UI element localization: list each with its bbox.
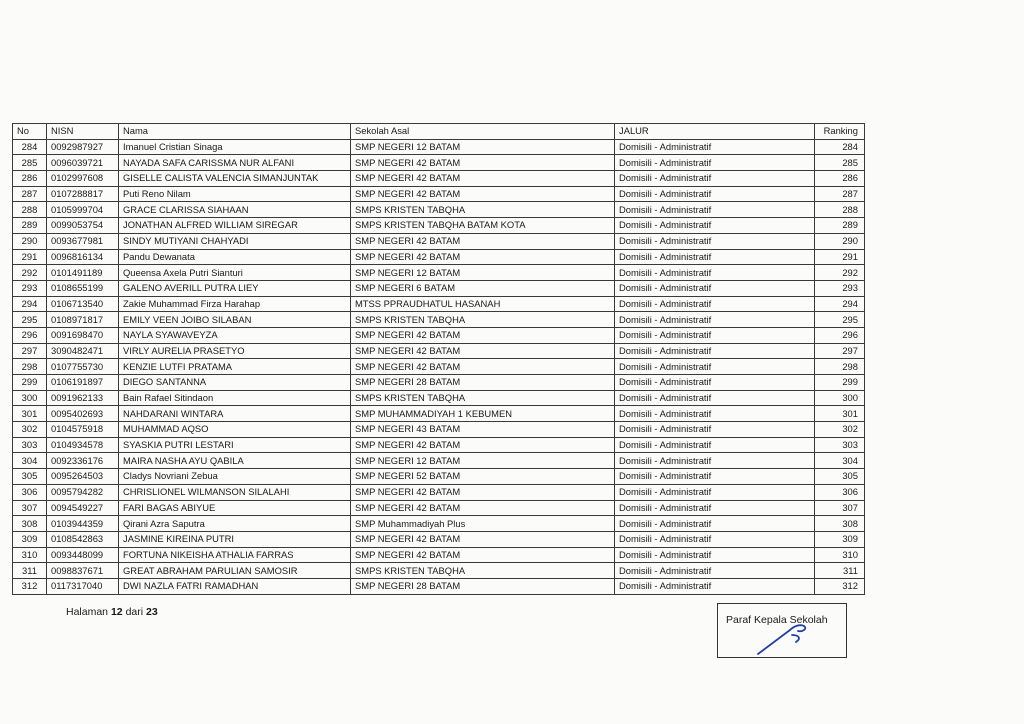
cell-no: 296 <box>13 327 47 343</box>
signature-mark <box>718 604 848 659</box>
table-row <box>13 516 865 532</box>
table-row <box>13 343 865 359</box>
cell-nisn: 0107755730 <box>47 359 119 375</box>
cell-nisn: 0108542863 <box>47 531 119 547</box>
cell-sekolah-asal: SMP NEGERI 42 BATAM <box>351 327 615 343</box>
cell-ranking: 309 <box>815 531 865 547</box>
table-row <box>13 563 865 579</box>
cell-ranking: 301 <box>815 406 865 422</box>
cell-nama: Cladys Novriani Zebua <box>119 469 351 485</box>
cell-sekolah-asal: SMP NEGERI 42 BATAM <box>351 249 615 265</box>
cell-sekolah-asal: SMP NEGERI 28 BATAM <box>351 578 615 594</box>
cell-sekolah-asal: SMP NEGERI 42 BATAM <box>351 437 615 453</box>
cell-ranking: 305 <box>815 469 865 485</box>
table-row <box>13 312 865 328</box>
cell-no: 288 <box>13 202 47 218</box>
cell-jalur: Domisili - Administratif <box>615 233 815 249</box>
cell-ranking: 296 <box>815 327 865 343</box>
header-nama: Nama <box>119 124 351 140</box>
cell-no: 308 <box>13 516 47 532</box>
table-row <box>13 375 865 391</box>
cell-jalur: Domisili - Administratif <box>615 327 815 343</box>
cell-nisn: 0108971817 <box>47 312 119 328</box>
cell-no: 312 <box>13 578 47 594</box>
cell-ranking: 297 <box>815 343 865 359</box>
cell-ranking: 307 <box>815 500 865 516</box>
cell-ranking: 294 <box>815 296 865 312</box>
cell-nisn: 0108655199 <box>47 280 119 296</box>
table-row <box>13 296 865 312</box>
page-separator: dari <box>125 606 144 618</box>
cell-nama: NAHDARANI WINTARA <box>119 406 351 422</box>
cell-nama: GREAT ABRAHAM PARULIAN SAMOSIR <box>119 563 351 579</box>
cell-no: 302 <box>13 422 47 438</box>
cell-jalur: Domisili - Administratif <box>615 359 815 375</box>
table-row <box>13 186 865 202</box>
table-row <box>13 390 865 406</box>
cell-nisn: 0096816134 <box>47 249 119 265</box>
table-row <box>13 139 865 155</box>
cell-no: 289 <box>13 218 47 234</box>
cell-jalur: Domisili - Administratif <box>615 422 815 438</box>
cell-nisn: 0117317040 <box>47 578 119 594</box>
cell-nama: SYASKIA PUTRI LESTARI <box>119 437 351 453</box>
cell-ranking: 303 <box>815 437 865 453</box>
cell-jalur: Domisili - Administratif <box>615 500 815 516</box>
cell-ranking: 304 <box>815 453 865 469</box>
cell-nama: GALENO AVERILL PUTRA LIEY <box>119 280 351 296</box>
cell-nama: CHRISLIONEL WILMANSON SILALAHI <box>119 484 351 500</box>
cell-ranking: 287 <box>815 186 865 202</box>
cell-no: 285 <box>13 155 47 171</box>
cell-no: 291 <box>13 249 47 265</box>
cell-ranking: 285 <box>815 155 865 171</box>
cell-nisn: 0106191897 <box>47 375 119 391</box>
cell-nisn: 0104934578 <box>47 437 119 453</box>
paraf-label: Paraf Kepala Sekolah <box>726 614 828 626</box>
cell-sekolah-asal: SMP NEGERI 12 BATAM <box>351 265 615 281</box>
cell-no: 286 <box>13 171 47 187</box>
cell-jalur: Domisili - Administratif <box>615 547 815 563</box>
cell-no: 298 <box>13 359 47 375</box>
table-row <box>13 531 865 547</box>
cell-no: 284 <box>13 139 47 155</box>
cell-nama: NAYLA SYAWAVEYZA <box>119 327 351 343</box>
cell-nama: GRACE CLARISSA SIAHAAN <box>119 202 351 218</box>
cell-jalur: Domisili - Administratif <box>615 516 815 532</box>
cell-jalur: Domisili - Administratif <box>615 202 815 218</box>
cell-no: 311 <box>13 563 47 579</box>
student-ranking-table <box>12 123 865 595</box>
cell-ranking: 308 <box>815 516 865 532</box>
cell-nama: Puti Reno Nilam <box>119 186 351 202</box>
cell-nama: DIEGO SANTANNA <box>119 375 351 391</box>
cell-nama: JASMINE KIREINA PUTRI <box>119 531 351 547</box>
cell-sekolah-asal: SMPS KRISTEN TABQHA BATAM KOTA <box>351 218 615 234</box>
cell-no: 299 <box>13 375 47 391</box>
page-total: 23 <box>146 606 158 618</box>
cell-sekolah-asal: SMP NEGERI 43 BATAM <box>351 422 615 438</box>
cell-sekolah-asal: SMP NEGERI 28 BATAM <box>351 375 615 391</box>
cell-nama: MUHAMMAD AQSO <box>119 422 351 438</box>
cell-nama: KENZIE LUTFI PRATAMA <box>119 359 351 375</box>
cell-jalur: Domisili - Administratif <box>615 155 815 171</box>
cell-sekolah-asal: SMP NEGERI 12 BATAM <box>351 453 615 469</box>
cell-no: 306 <box>13 484 47 500</box>
table-row <box>13 155 865 171</box>
cell-jalur: Domisili - Administratif <box>615 343 815 359</box>
cell-no: 297 <box>13 343 47 359</box>
cell-ranking: 295 <box>815 312 865 328</box>
cell-no: 293 <box>13 280 47 296</box>
cell-nisn: 0094549227 <box>47 500 119 516</box>
cell-nisn: 3090482471 <box>47 343 119 359</box>
cell-nisn: 0096039721 <box>47 155 119 171</box>
header-sekolah-asal: Sekolah Asal <box>351 124 615 140</box>
cell-ranking: 290 <box>815 233 865 249</box>
cell-jalur: Domisili - Administratif <box>615 139 815 155</box>
cell-ranking: 310 <box>815 547 865 563</box>
cell-no: 295 <box>13 312 47 328</box>
cell-nisn: 0093448099 <box>47 547 119 563</box>
cell-sekolah-asal: SMP NEGERI 12 BATAM <box>351 139 615 155</box>
cell-nama: Imanuel Cristian Sinaga <box>119 139 351 155</box>
cell-no: 290 <box>13 233 47 249</box>
cell-no: 303 <box>13 437 47 453</box>
cell-no: 307 <box>13 500 47 516</box>
cell-nisn: 0098837671 <box>47 563 119 579</box>
table-row <box>13 406 865 422</box>
cell-no: 310 <box>13 547 47 563</box>
cell-sekolah-asal: SMP NEGERI 42 BATAM <box>351 484 615 500</box>
cell-sekolah-asal: SMP NEGERI 52 BATAM <box>351 469 615 485</box>
cell-ranking: 284 <box>815 139 865 155</box>
cell-jalur: Domisili - Administratif <box>615 312 815 328</box>
cell-nama: FORTUNA NIKEISHA ATHALIA FARRAS <box>119 547 351 563</box>
cell-sekolah-asal: SMPS KRISTEN TABQHA <box>351 390 615 406</box>
cell-jalur: Domisili - Administratif <box>615 453 815 469</box>
table-header-row <box>13 124 865 140</box>
table-body <box>13 139 865 594</box>
cell-ranking: 292 <box>815 265 865 281</box>
cell-ranking: 293 <box>815 280 865 296</box>
cell-nisn: 0105999704 <box>47 202 119 218</box>
table-row <box>13 202 865 218</box>
cell-ranking: 298 <box>815 359 865 375</box>
cell-nisn: 0092336176 <box>47 453 119 469</box>
cell-sekolah-asal: SMP NEGERI 42 BATAM <box>351 171 615 187</box>
cell-sekolah-asal: MTSS PPRAUDHATUL HASANAH <box>351 296 615 312</box>
cell-jalur: Domisili - Administratif <box>615 171 815 187</box>
cell-nisn: 0095402693 <box>47 406 119 422</box>
cell-jalur: Domisili - Administratif <box>615 484 815 500</box>
cell-jalur: Domisili - Administratif <box>615 406 815 422</box>
cell-sekolah-asal: SMP NEGERI 42 BATAM <box>351 343 615 359</box>
cell-sekolah-asal: SMP NEGERI 42 BATAM <box>351 500 615 516</box>
cell-nisn: 0091962133 <box>47 390 119 406</box>
cell-jalur: Domisili - Administratif <box>615 578 815 594</box>
cell-nama: Bain Rafael Sitindaon <box>119 390 351 406</box>
table-row <box>13 359 865 375</box>
cell-nisn: 0099053754 <box>47 218 119 234</box>
table-row <box>13 453 865 469</box>
cell-nama: MAIRA NASHA AYU QABILA <box>119 453 351 469</box>
cell-nisn: 0095264503 <box>47 469 119 485</box>
cell-jalur: Domisili - Administratif <box>615 390 815 406</box>
cell-nisn: 0101491189 <box>47 265 119 281</box>
header-jalur: JALUR <box>615 124 815 140</box>
cell-ranking: 286 <box>815 171 865 187</box>
table-row <box>13 280 865 296</box>
cell-nisn: 0104575918 <box>47 422 119 438</box>
cell-nama: DWI NAZLA FATRI RAMADHAN <box>119 578 351 594</box>
cell-jalur: Domisili - Administratif <box>615 469 815 485</box>
cell-nama: NAYADA SAFA CARISSMA NUR ALFANI <box>119 155 351 171</box>
cell-jalur: Domisili - Administratif <box>615 186 815 202</box>
cell-sekolah-asal: SMPS KRISTEN TABQHA <box>351 563 615 579</box>
cell-sekolah-asal: SMPS KRISTEN TABQHA <box>351 202 615 218</box>
cell-nisn: 0091698470 <box>47 327 119 343</box>
page-indicator <box>66 606 158 618</box>
cell-no: 287 <box>13 186 47 202</box>
header-no: No <box>13 124 47 140</box>
cell-sekolah-asal: SMP NEGERI 42 BATAM <box>351 233 615 249</box>
cell-ranking: 288 <box>815 202 865 218</box>
cell-ranking: 302 <box>815 422 865 438</box>
table-row <box>13 547 865 563</box>
cell-ranking: 299 <box>815 375 865 391</box>
cell-no: 294 <box>13 296 47 312</box>
cell-ranking: 291 <box>815 249 865 265</box>
cell-ranking: 300 <box>815 390 865 406</box>
cell-nama: Queensa Axela Putri Sianturi <box>119 265 351 281</box>
cell-nisn: 0106713540 <box>47 296 119 312</box>
table-row <box>13 469 865 485</box>
header-ranking: Ranking <box>815 124 865 140</box>
cell-nisn: 0093677981 <box>47 233 119 249</box>
cell-nisn: 0107288817 <box>47 186 119 202</box>
cell-sekolah-asal: SMP NEGERI 6 BATAM <box>351 280 615 296</box>
cell-jalur: Domisili - Administratif <box>615 563 815 579</box>
table-row <box>13 233 865 249</box>
cell-no: 300 <box>13 390 47 406</box>
cell-sekolah-asal: SMP NEGERI 42 BATAM <box>351 531 615 547</box>
cell-jalur: Domisili - Administratif <box>615 280 815 296</box>
cell-nama: Zakie Muhammad Firza Harahap <box>119 296 351 312</box>
table-row <box>13 578 865 594</box>
cell-no: 304 <box>13 453 47 469</box>
cell-nisn: 0095794282 <box>47 484 119 500</box>
cell-nama: Pandu Dewanata <box>119 249 351 265</box>
principal-initial-box <box>717 603 847 658</box>
cell-nisn: 0102997608 <box>47 171 119 187</box>
cell-sekolah-asal: SMP MUHAMMADIYAH 1 KEBUMEN <box>351 406 615 422</box>
cell-sekolah-asal: SMP NEGERI 42 BATAM <box>351 547 615 563</box>
table-row <box>13 500 865 516</box>
cell-no: 309 <box>13 531 47 547</box>
cell-nama: EMILY VEEN JOIBO SILABAN <box>119 312 351 328</box>
cell-jalur: Domisili - Administratif <box>615 249 815 265</box>
cell-ranking: 312 <box>815 578 865 594</box>
cell-jalur: Domisili - Administratif <box>615 375 815 391</box>
cell-sekolah-asal: SMP NEGERI 42 BATAM <box>351 359 615 375</box>
table-row <box>13 265 865 281</box>
table-row <box>13 422 865 438</box>
table-row <box>13 437 865 453</box>
cell-jalur: Domisili - Administratif <box>615 218 815 234</box>
cell-sekolah-asal: SMP NEGERI 42 BATAM <box>351 155 615 171</box>
table-row <box>13 218 865 234</box>
cell-no: 305 <box>13 469 47 485</box>
cell-nama: Qirani Azra Saputra <box>119 516 351 532</box>
table-row <box>13 327 865 343</box>
cell-no: 301 <box>13 406 47 422</box>
cell-ranking: 289 <box>815 218 865 234</box>
table-row <box>13 249 865 265</box>
cell-ranking: 311 <box>815 563 865 579</box>
cell-jalur: Domisili - Administratif <box>615 296 815 312</box>
table-row <box>13 171 865 187</box>
cell-nama: VIRLY AURELIA PRASETYO <box>119 343 351 359</box>
cell-jalur: Domisili - Administratif <box>615 265 815 281</box>
cell-jalur: Domisili - Administratif <box>615 531 815 547</box>
cell-nama: FARI BAGAS ABIYUE <box>119 500 351 516</box>
cell-sekolah-asal: SMPS KRISTEN TABQHA <box>351 312 615 328</box>
cell-ranking: 306 <box>815 484 865 500</box>
header-nisn: NISN <box>47 124 119 140</box>
cell-sekolah-asal: SMP NEGERI 42 BATAM <box>351 186 615 202</box>
cell-nisn: 0092987927 <box>47 139 119 155</box>
cell-jalur: Domisili - Administratif <box>615 437 815 453</box>
cell-nisn: 0103944359 <box>47 516 119 532</box>
page-current: 12 <box>110 606 123 618</box>
cell-no: 292 <box>13 265 47 281</box>
cell-sekolah-asal: SMP Muhammadiyah Plus <box>351 516 615 532</box>
page-prefix: Halaman <box>66 606 109 618</box>
cell-nama: GISELLE CALISTA VALENCIA SIMANJUNTAK <box>119 171 351 187</box>
cell-nama: JONATHAN ALFRED WILLIAM SIREGAR <box>119 218 351 234</box>
table-row <box>13 484 865 500</box>
cell-nama: SINDY MUTIYANI CHAHYADI <box>119 233 351 249</box>
